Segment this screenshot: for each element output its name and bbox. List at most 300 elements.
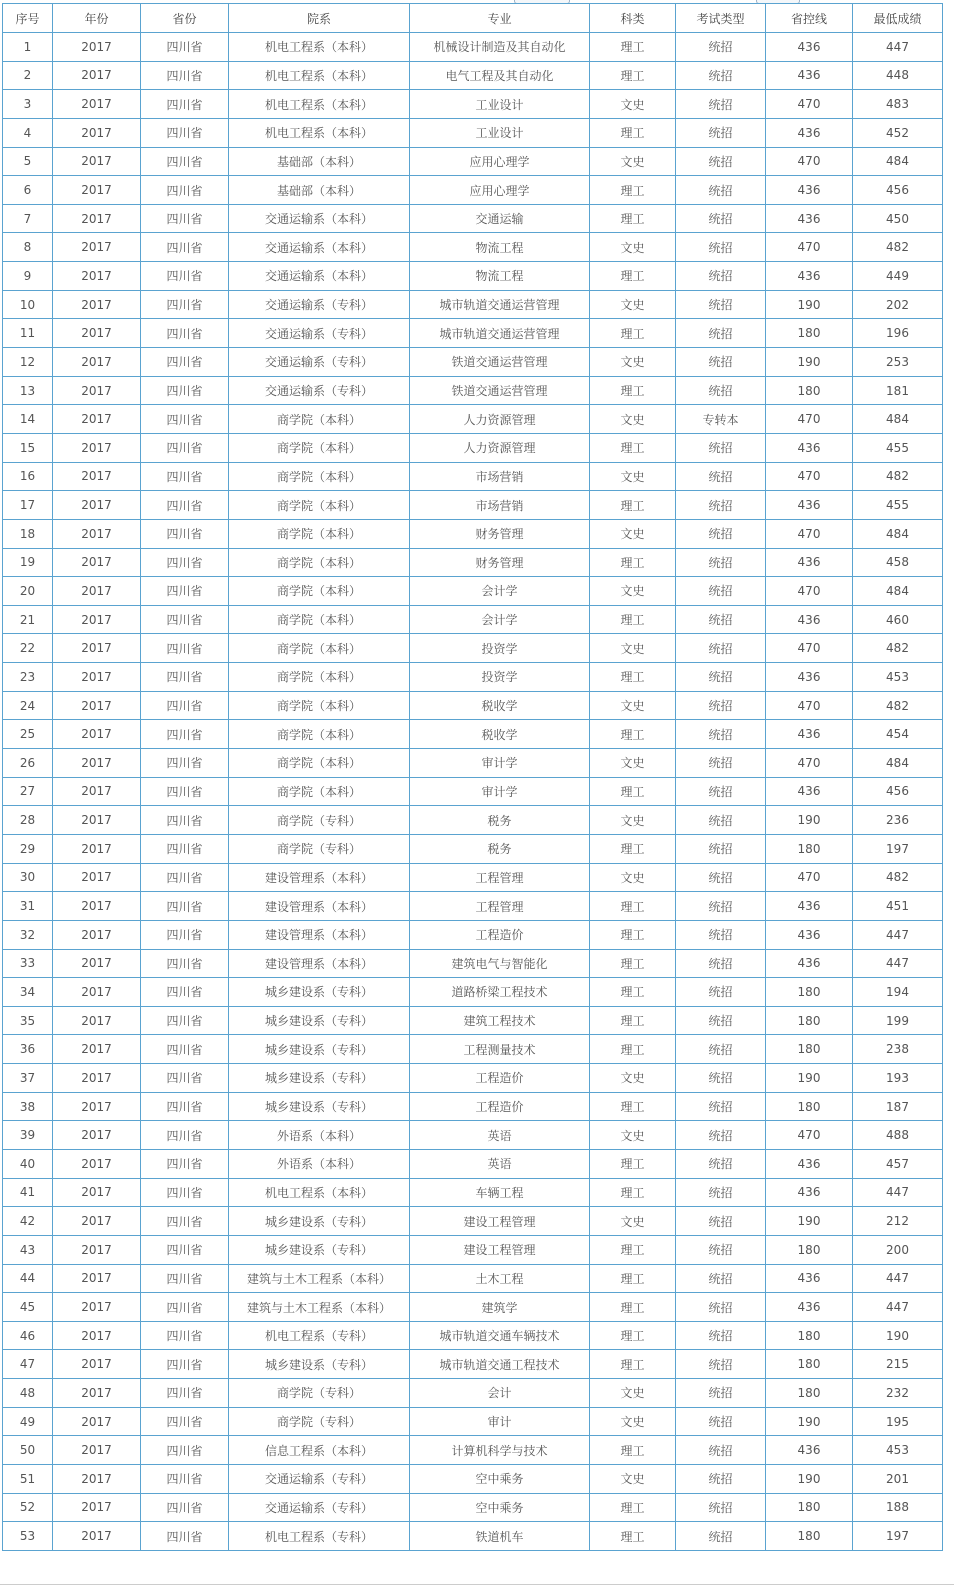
cell-category: 理工 xyxy=(590,433,676,462)
cell-control-line: 180 xyxy=(766,1522,853,1551)
cell-index: 52 xyxy=(3,1493,53,1522)
cell-control-line: 470 xyxy=(766,147,853,176)
cell-min-score: 199 xyxy=(853,1006,943,1035)
cell-department: 建设管理系（本科） xyxy=(229,920,410,949)
table-row xyxy=(3,978,943,1007)
cell-year: 2017 xyxy=(53,118,141,147)
cell-category: 理工 xyxy=(590,1178,676,1207)
cell-province: 四川省 xyxy=(141,1178,229,1207)
cell-year: 2017 xyxy=(53,462,141,491)
cell-min-score: 196 xyxy=(853,319,943,348)
cell-exam-type: 统招 xyxy=(676,1006,766,1035)
cell-province: 四川省 xyxy=(141,1321,229,1350)
cell-major: 会计 xyxy=(410,1379,590,1408)
cell-department: 商学院（本科） xyxy=(229,663,410,692)
cell-category: 文史 xyxy=(590,634,676,663)
cell-exam-type: 统招 xyxy=(676,920,766,949)
cell-index: 35 xyxy=(3,1006,53,1035)
cell-category: 文史 xyxy=(590,749,676,778)
cell-exam-type: 统招 xyxy=(676,176,766,205)
cell-exam-type: 统招 xyxy=(676,1465,766,1494)
table-row xyxy=(3,519,943,548)
cell-control-line: 436 xyxy=(766,605,853,634)
cell-min-score: 456 xyxy=(853,777,943,806)
cell-major: 市场营销 xyxy=(410,462,590,491)
table-row xyxy=(3,176,943,205)
cell-category: 理工 xyxy=(590,319,676,348)
cell-province: 四川省 xyxy=(141,863,229,892)
cell-min-score: 447 xyxy=(853,949,943,978)
cell-category: 理工 xyxy=(590,834,676,863)
cell-province: 四川省 xyxy=(141,405,229,434)
cell-year: 2017 xyxy=(53,348,141,377)
cell-year: 2017 xyxy=(53,1092,141,1121)
cell-control-line: 180 xyxy=(766,319,853,348)
column-header-control-line: 省控线 xyxy=(766,4,853,33)
cell-major: 审计学 xyxy=(410,777,590,806)
cell-department: 建设管理系（本科） xyxy=(229,949,410,978)
cell-index: 23 xyxy=(3,663,53,692)
table-row xyxy=(3,491,943,520)
cell-year: 2017 xyxy=(53,634,141,663)
cell-control-line: 436 xyxy=(766,433,853,462)
cell-department: 商学院（本科） xyxy=(229,577,410,606)
cell-department: 交通运输系（专科） xyxy=(229,1493,410,1522)
cell-department: 商学院（本科） xyxy=(229,749,410,778)
cell-control-line: 436 xyxy=(766,548,853,577)
cell-index: 30 xyxy=(3,863,53,892)
cell-province: 四川省 xyxy=(141,1522,229,1551)
cell-province: 四川省 xyxy=(141,1149,229,1178)
cell-year: 2017 xyxy=(53,1407,141,1436)
cell-exam-type: 统招 xyxy=(676,806,766,835)
cell-exam-type: 统招 xyxy=(676,204,766,233)
cell-exam-type: 统招 xyxy=(676,1121,766,1150)
cell-index: 26 xyxy=(3,749,53,778)
cell-index: 25 xyxy=(3,720,53,749)
cell-province: 四川省 xyxy=(141,1493,229,1522)
table-row xyxy=(3,691,943,720)
cell-control-line: 436 xyxy=(766,663,853,692)
table-row xyxy=(3,262,943,291)
cell-min-score: 482 xyxy=(853,233,943,262)
cell-category: 理工 xyxy=(590,1006,676,1035)
cell-major: 财务管理 xyxy=(410,548,590,577)
cell-category: 理工 xyxy=(590,892,676,921)
table-row xyxy=(3,462,943,491)
table-row xyxy=(3,319,943,348)
cell-index: 13 xyxy=(3,376,53,405)
cell-department: 城乡建设系（专科） xyxy=(229,1207,410,1236)
cell-department: 商学院（本科） xyxy=(229,720,410,749)
cell-major: 机械设计制造及其自动化 xyxy=(410,33,590,62)
admission-scores-table xyxy=(2,3,943,1551)
cell-control-line: 180 xyxy=(766,1092,853,1121)
cell-exam-type: 统招 xyxy=(676,1379,766,1408)
cell-major: 建设工程管理 xyxy=(410,1235,590,1264)
cell-category: 文史 xyxy=(590,806,676,835)
cell-min-score: 457 xyxy=(853,1149,943,1178)
cell-year: 2017 xyxy=(53,1149,141,1178)
table-row xyxy=(3,806,943,835)
cell-exam-type: 统招 xyxy=(676,1493,766,1522)
cell-major: 会计学 xyxy=(410,577,590,606)
cell-min-score: 488 xyxy=(853,1121,943,1150)
cell-province: 四川省 xyxy=(141,1006,229,1035)
cell-index: 14 xyxy=(3,405,53,434)
cell-province: 四川省 xyxy=(141,491,229,520)
cell-min-score: 453 xyxy=(853,663,943,692)
cell-index: 42 xyxy=(3,1207,53,1236)
cell-category: 理工 xyxy=(590,376,676,405)
cell-major: 铁道机车 xyxy=(410,1522,590,1551)
cell-category: 理工 xyxy=(590,1522,676,1551)
cell-control-line: 470 xyxy=(766,519,853,548)
cell-year: 2017 xyxy=(53,1436,141,1465)
cell-index: 21 xyxy=(3,605,53,634)
table-row xyxy=(3,204,943,233)
cell-index: 43 xyxy=(3,1235,53,1264)
cell-min-score: 449 xyxy=(853,262,943,291)
cell-major: 道路桥梁工程技术 xyxy=(410,978,590,1007)
cell-major: 英语 xyxy=(410,1149,590,1178)
cell-year: 2017 xyxy=(53,749,141,778)
cell-year: 2017 xyxy=(53,548,141,577)
cell-min-score: 212 xyxy=(853,1207,943,1236)
cell-exam-type: 统招 xyxy=(676,348,766,377)
cell-province: 四川省 xyxy=(141,749,229,778)
cell-year: 2017 xyxy=(53,1006,141,1035)
cell-province: 四川省 xyxy=(141,61,229,90)
cell-index: 47 xyxy=(3,1350,53,1379)
cell-min-score: 451 xyxy=(853,892,943,921)
cell-department: 商学院（本科） xyxy=(229,405,410,434)
cell-control-line: 470 xyxy=(766,863,853,892)
table-row xyxy=(3,1522,943,1551)
cell-year: 2017 xyxy=(53,777,141,806)
cell-major: 人力资源管理 xyxy=(410,405,590,434)
cell-department: 商学院（本科） xyxy=(229,433,410,462)
cell-province: 四川省 xyxy=(141,176,229,205)
cell-year: 2017 xyxy=(53,262,141,291)
cell-major: 建筑学 xyxy=(410,1293,590,1322)
cell-major: 工程造价 xyxy=(410,1092,590,1121)
cell-year: 2017 xyxy=(53,90,141,119)
cell-min-score: 447 xyxy=(853,33,943,62)
cell-exam-type: 统招 xyxy=(676,33,766,62)
cell-exam-type: 统招 xyxy=(676,1321,766,1350)
cell-department: 基础部（本科） xyxy=(229,147,410,176)
cell-year: 2017 xyxy=(53,920,141,949)
cell-category: 文史 xyxy=(590,1379,676,1408)
cell-category: 理工 xyxy=(590,1350,676,1379)
cell-category: 理工 xyxy=(590,1264,676,1293)
header-row xyxy=(3,4,943,33)
cell-major: 投资学 xyxy=(410,663,590,692)
cell-exam-type: 统招 xyxy=(676,319,766,348)
cell-exam-type: 统招 xyxy=(676,1293,766,1322)
cell-category: 理工 xyxy=(590,777,676,806)
cell-department: 机电工程系（本科） xyxy=(229,33,410,62)
cell-control-line: 180 xyxy=(766,1493,853,1522)
cell-category: 文史 xyxy=(590,577,676,606)
cell-department: 城乡建设系（专科） xyxy=(229,1092,410,1121)
cell-year: 2017 xyxy=(53,605,141,634)
cell-control-line: 470 xyxy=(766,1121,853,1150)
cell-exam-type: 统招 xyxy=(676,749,766,778)
cell-year: 2017 xyxy=(53,663,141,692)
cell-category: 文史 xyxy=(590,147,676,176)
cell-year: 2017 xyxy=(53,519,141,548)
cell-index: 28 xyxy=(3,806,53,835)
cell-major: 建筑电气与智能化 xyxy=(410,949,590,978)
cell-department: 建设管理系（本科） xyxy=(229,892,410,921)
cell-index: 11 xyxy=(3,319,53,348)
cell-category: 理工 xyxy=(590,1436,676,1465)
cell-department: 交通运输系（本科） xyxy=(229,262,410,291)
cell-min-score: 483 xyxy=(853,90,943,119)
cell-control-line: 470 xyxy=(766,634,853,663)
cell-province: 四川省 xyxy=(141,1035,229,1064)
cell-control-line: 436 xyxy=(766,720,853,749)
table-row xyxy=(3,1407,943,1436)
cell-major: 土木工程 xyxy=(410,1264,590,1293)
cell-department: 城乡建设系（专科） xyxy=(229,978,410,1007)
cell-min-score: 197 xyxy=(853,834,943,863)
cell-control-line: 436 xyxy=(766,1178,853,1207)
cell-major: 计算机科学与技术 xyxy=(410,1436,590,1465)
cell-index: 31 xyxy=(3,892,53,921)
cell-major: 工程管理 xyxy=(410,863,590,892)
cell-category: 文史 xyxy=(590,290,676,319)
cell-category: 理工 xyxy=(590,1235,676,1264)
cell-exam-type: 统招 xyxy=(676,433,766,462)
table-row xyxy=(3,663,943,692)
cell-major: 城市轨道交通运营管理 xyxy=(410,319,590,348)
cell-year: 2017 xyxy=(53,1121,141,1150)
cell-province: 四川省 xyxy=(141,376,229,405)
cell-year: 2017 xyxy=(53,1493,141,1522)
cell-control-line: 180 xyxy=(766,1006,853,1035)
cell-province: 四川省 xyxy=(141,1350,229,1379)
cell-year: 2017 xyxy=(53,978,141,1007)
cell-province: 四川省 xyxy=(141,663,229,692)
cell-major: 应用心理学 xyxy=(410,147,590,176)
cell-category: 理工 xyxy=(590,61,676,90)
cell-min-score: 447 xyxy=(853,1178,943,1207)
cell-control-line: 436 xyxy=(766,920,853,949)
cell-department: 建设管理系（本科） xyxy=(229,863,410,892)
cell-year: 2017 xyxy=(53,61,141,90)
cell-province: 四川省 xyxy=(141,1064,229,1093)
cell-category: 理工 xyxy=(590,663,676,692)
cell-control-line: 180 xyxy=(766,376,853,405)
cell-department: 商学院（本科） xyxy=(229,777,410,806)
cell-province: 四川省 xyxy=(141,233,229,262)
cell-exam-type: 统招 xyxy=(676,1207,766,1236)
cell-province: 四川省 xyxy=(141,834,229,863)
cell-province: 四川省 xyxy=(141,605,229,634)
cell-year: 2017 xyxy=(53,1379,141,1408)
cell-department: 交通运输系（专科） xyxy=(229,290,410,319)
cell-index: 7 xyxy=(3,204,53,233)
cell-exam-type: 统招 xyxy=(676,1064,766,1093)
table-row xyxy=(3,1321,943,1350)
cell-major: 审计学 xyxy=(410,749,590,778)
cell-department: 信息工程系（本科） xyxy=(229,1436,410,1465)
cell-province: 四川省 xyxy=(141,1121,229,1150)
table-row xyxy=(3,1006,943,1035)
column-header-department: 院系 xyxy=(229,4,410,33)
cell-min-score: 460 xyxy=(853,605,943,634)
table-row xyxy=(3,749,943,778)
cell-min-score: 458 xyxy=(853,548,943,577)
cell-index: 18 xyxy=(3,519,53,548)
table-row xyxy=(3,548,943,577)
table-row xyxy=(3,1035,943,1064)
cell-category: 理工 xyxy=(590,1293,676,1322)
cell-exam-type: 统招 xyxy=(676,61,766,90)
column-header-exam-type: 考试类型 xyxy=(676,4,766,33)
table-row xyxy=(3,433,943,462)
cell-major: 铁道交通运营管理 xyxy=(410,376,590,405)
cell-min-score: 454 xyxy=(853,720,943,749)
cell-major: 建筑工程技术 xyxy=(410,1006,590,1035)
cell-min-score: 453 xyxy=(853,1436,943,1465)
cell-year: 2017 xyxy=(53,147,141,176)
cell-exam-type: 统招 xyxy=(676,720,766,749)
cell-province: 四川省 xyxy=(141,519,229,548)
cell-category: 理工 xyxy=(590,118,676,147)
cell-province: 四川省 xyxy=(141,949,229,978)
cell-province: 四川省 xyxy=(141,33,229,62)
cell-exam-type: 统招 xyxy=(676,1092,766,1121)
cell-department: 城乡建设系（专科） xyxy=(229,1006,410,1035)
column-header-min-score: 最低成绩 xyxy=(853,4,943,33)
cell-major: 税收学 xyxy=(410,691,590,720)
cell-year: 2017 xyxy=(53,834,141,863)
cell-province: 四川省 xyxy=(141,319,229,348)
cell-category: 文史 xyxy=(590,1465,676,1494)
cell-min-score: 197 xyxy=(853,1522,943,1551)
cell-exam-type: 统招 xyxy=(676,548,766,577)
cell-index: 20 xyxy=(3,577,53,606)
table-row xyxy=(3,233,943,262)
cell-category: 文史 xyxy=(590,405,676,434)
cell-min-score: 455 xyxy=(853,433,943,462)
cell-major: 工程管理 xyxy=(410,892,590,921)
cell-exam-type: 统招 xyxy=(676,949,766,978)
table-row xyxy=(3,1178,943,1207)
cell-control-line: 470 xyxy=(766,405,853,434)
cell-province: 四川省 xyxy=(141,290,229,319)
cell-year: 2017 xyxy=(53,1035,141,1064)
cell-category: 理工 xyxy=(590,1321,676,1350)
cell-index: 24 xyxy=(3,691,53,720)
cell-year: 2017 xyxy=(53,1321,141,1350)
cell-index: 33 xyxy=(3,949,53,978)
cell-exam-type: 统招 xyxy=(676,777,766,806)
cell-control-line: 436 xyxy=(766,892,853,921)
cell-control-line: 436 xyxy=(766,204,853,233)
cell-province: 四川省 xyxy=(141,577,229,606)
table-row xyxy=(3,118,943,147)
cell-province: 四川省 xyxy=(141,920,229,949)
cell-control-line: 190 xyxy=(766,1207,853,1236)
cell-control-line: 436 xyxy=(766,262,853,291)
cell-year: 2017 xyxy=(53,233,141,262)
cell-province: 四川省 xyxy=(141,978,229,1007)
cell-index: 12 xyxy=(3,348,53,377)
column-header-province: 省份 xyxy=(141,4,229,33)
cell-province: 四川省 xyxy=(141,204,229,233)
cell-index: 22 xyxy=(3,634,53,663)
cell-control-line: 436 xyxy=(766,61,853,90)
cell-category: 理工 xyxy=(590,720,676,749)
cell-control-line: 436 xyxy=(766,491,853,520)
cell-year: 2017 xyxy=(53,376,141,405)
cell-exam-type: 统招 xyxy=(676,663,766,692)
cell-province: 四川省 xyxy=(141,433,229,462)
cell-index: 37 xyxy=(3,1064,53,1093)
cell-major: 工程测量技术 xyxy=(410,1035,590,1064)
cell-exam-type: 统招 xyxy=(676,233,766,262)
cell-major: 城市轨道交通运营管理 xyxy=(410,290,590,319)
table-row xyxy=(3,892,943,921)
cell-control-line: 190 xyxy=(766,348,853,377)
cell-province: 四川省 xyxy=(141,462,229,491)
cell-department: 交通运输系（专科） xyxy=(229,376,410,405)
cell-min-score: 194 xyxy=(853,978,943,1007)
cell-major: 审计 xyxy=(410,1407,590,1436)
cell-department: 交通运输系（专科） xyxy=(229,1465,410,1494)
cell-min-score: 452 xyxy=(853,118,943,147)
cell-year: 2017 xyxy=(53,1235,141,1264)
cell-major: 铁道交通运营管理 xyxy=(410,348,590,377)
cell-year: 2017 xyxy=(53,577,141,606)
cell-exam-type: 专转本 xyxy=(676,405,766,434)
cell-province: 四川省 xyxy=(141,777,229,806)
cell-exam-type: 统招 xyxy=(676,1350,766,1379)
cell-min-score: 188 xyxy=(853,1493,943,1522)
table-row xyxy=(3,405,943,434)
cell-control-line: 436 xyxy=(766,1293,853,1322)
cell-province: 四川省 xyxy=(141,892,229,921)
cell-year: 2017 xyxy=(53,1522,141,1551)
cell-control-line: 180 xyxy=(766,1235,853,1264)
cell-department: 商学院（本科） xyxy=(229,634,410,663)
table-row xyxy=(3,949,943,978)
cell-department: 外语系（本科） xyxy=(229,1149,410,1178)
column-header-year: 年份 xyxy=(53,4,141,33)
cell-index: 32 xyxy=(3,920,53,949)
cell-min-score: 190 xyxy=(853,1321,943,1350)
table-row xyxy=(3,61,943,90)
cell-min-score: 448 xyxy=(853,61,943,90)
cell-category: 文史 xyxy=(590,519,676,548)
cell-control-line: 436 xyxy=(766,949,853,978)
table-row xyxy=(3,376,943,405)
table-row xyxy=(3,777,943,806)
cell-category: 理工 xyxy=(590,176,676,205)
cell-province: 四川省 xyxy=(141,806,229,835)
table-row xyxy=(3,605,943,634)
cell-min-score: 232 xyxy=(853,1379,943,1408)
cell-major: 工业设计 xyxy=(410,90,590,119)
cell-category: 理工 xyxy=(590,204,676,233)
cell-department: 交通运输系（本科） xyxy=(229,204,410,233)
cell-exam-type: 统招 xyxy=(676,491,766,520)
